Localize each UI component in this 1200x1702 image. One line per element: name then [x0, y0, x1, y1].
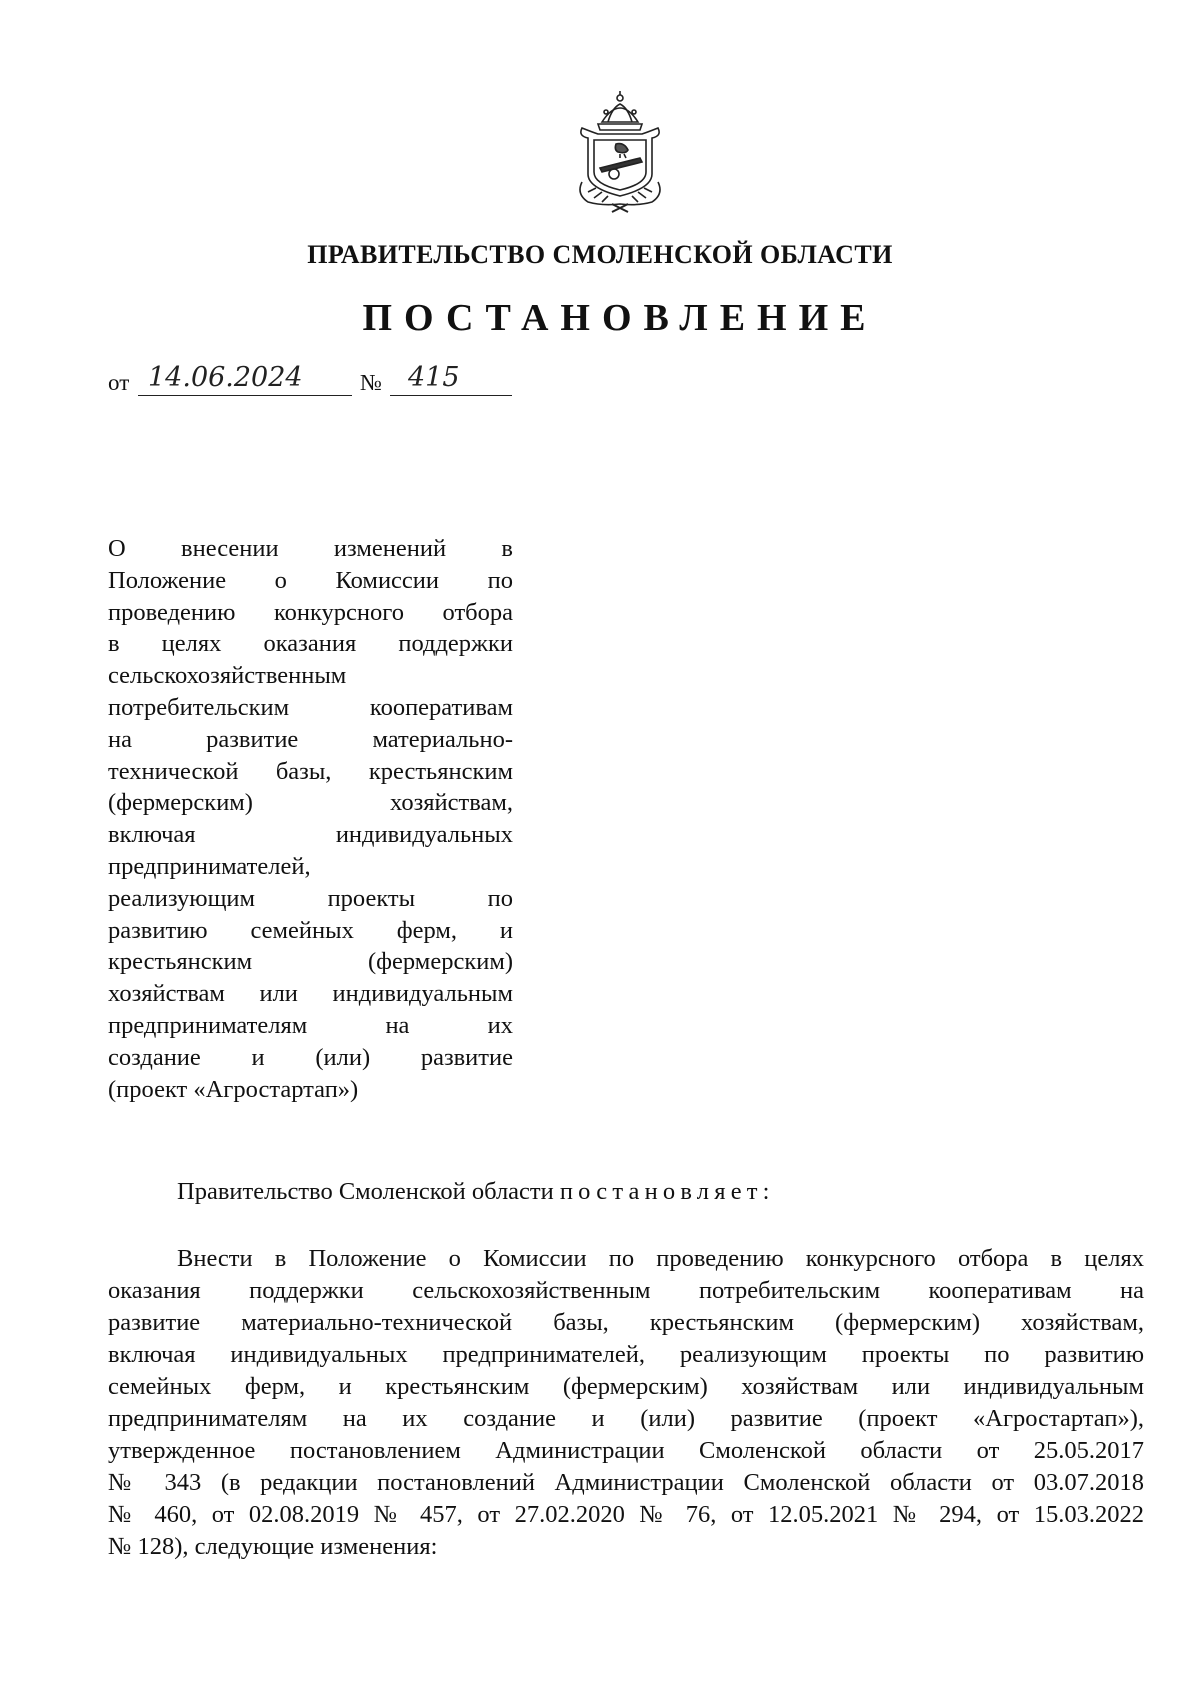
- smolensk-coat-of-arms-icon: [568, 88, 672, 214]
- preamble: [177, 1178, 775, 1206]
- subject-line: предпринимателям на их: [108, 1011, 513, 1039]
- preamble-action: постановляет:: [559, 1178, 775, 1205]
- document-type-heading: ПОСТАНОВЛЕНИЕ: [362, 297, 878, 339]
- org-title: ПРАВИТЕЛЬСТВО СМОЛЕНСКОЙ ОБЛАСТИ: [307, 240, 893, 269]
- subject-line: на развитие материально-: [108, 725, 513, 753]
- document-subject: [108, 533, 513, 1105]
- subject-line: Положение о Комиссии по: [108, 566, 513, 594]
- body-line: № 128), следующие изменения:: [108, 1533, 438, 1560]
- subject-line: (фермерским) хозяйствам,: [108, 789, 513, 817]
- subject-line: включая индивидуальных: [108, 821, 513, 849]
- body-line: развитие материально-технической базы, крестьянским (фермерским) хозяйствам,: [108, 1309, 1144, 1336]
- number-label: №: [360, 370, 382, 395]
- number-underline: [390, 395, 512, 396]
- subject-line: потребительским кооперативам: [108, 693, 513, 721]
- body-line: утвержденное постановлением Администрации Смоленской области от 25.05.2017: [108, 1437, 1144, 1464]
- subject-line: (проект «Агростартап»): [108, 1075, 359, 1103]
- subject-line: развитию семейных ферм, и: [108, 916, 513, 944]
- date-underline: [138, 395, 352, 396]
- subject-line: технической базы, крестьянским: [108, 757, 513, 785]
- subject-line: в целях оказания поддержки: [108, 630, 513, 658]
- subject-line: хозяйствам или индивидуальным: [108, 980, 513, 1008]
- subject-line: предпринимателей,: [108, 852, 311, 880]
- document-date: 14.06.2024: [148, 362, 303, 393]
- document-number: 415: [408, 362, 460, 393]
- body-line: предпринимателям на их создание и (или) развитие (проект «Агростартап»),: [108, 1405, 1144, 1432]
- body-line: семейных ферм, и крестьянским (фермерским) хозяйствам или индивидуальным: [108, 1373, 1144, 1400]
- subject-line: проведению конкурсного отбора: [108, 598, 513, 626]
- subject-line: сельскохозяйственным: [108, 662, 347, 690]
- date-number-line: [108, 362, 548, 402]
- from-label: от: [108, 370, 130, 395]
- subject-line: создание и (или) развитие: [108, 1043, 513, 1071]
- body-line: оказания поддержки сельскохозяйственным потребительским кооперативам на: [108, 1277, 1144, 1304]
- subject-line: реализующим проекты по: [108, 884, 513, 912]
- body-line: Внести в Положение о Комиссии по проведению конкурсного отбора в целях: [177, 1245, 1144, 1272]
- preamble-text: Правительство Смоленской области: [177, 1178, 554, 1205]
- subject-line: крестьянским (фермерским): [108, 948, 513, 976]
- body-line: № 460, от 02.08.2019 № 457, от 27.02.2020 № 76, от 12.05.2021 № 294, от 15.03.2022: [108, 1501, 1144, 1528]
- body-line: включая индивидуальных предпринимателей, реализующим проекты по развитию: [108, 1341, 1144, 1368]
- subject-line: О внесении изменений в: [108, 535, 513, 562]
- body-paragraph: [108, 1243, 1144, 1563]
- body-line: № 343 (в редакции постановлений Администрации Смоленской области от 03.07.2018: [108, 1469, 1144, 1496]
